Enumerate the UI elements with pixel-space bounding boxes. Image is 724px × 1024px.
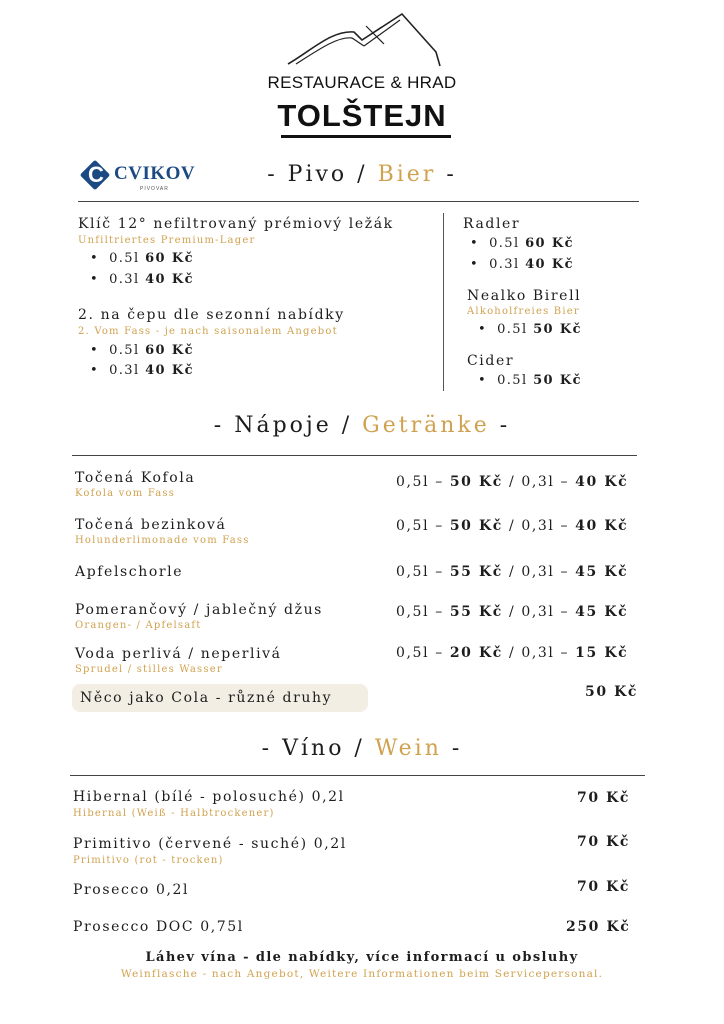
beer-size-row: • 0.5l 50 Kč: [478, 373, 582, 388]
beer-size-row: • 0.5l 50 Kč: [478, 322, 582, 337]
mountain-castle-icon: [282, 10, 446, 68]
drink-price: 0,5l – 20 Kč / 0,3l – 15 Kč: [396, 645, 629, 661]
drink-price: 0,5l – 50 Kč / 0,3l – 40 Kč: [396, 474, 629, 490]
drink-name: Apfelschorle: [75, 564, 184, 580]
wine-sub: Primitivo (rot - trocken): [73, 855, 224, 866]
cvikov-subtitle: PIVOVAR: [140, 186, 169, 192]
drinks-divider: [72, 455, 637, 456]
wine-price: 70 Kč: [577, 790, 631, 806]
beer-item-sub: Unfiltriertes Premium-Lager: [78, 235, 256, 246]
beer-right-name: Nealko Birell: [467, 288, 582, 304]
wine-name: Primitivo (červené - suché) 0,2l: [73, 836, 347, 852]
wine-price: 70 Kč: [577, 834, 631, 850]
cola-name: Něco jako Cola - různé druhy: [80, 690, 333, 706]
wine-price: 70 Kč: [577, 879, 631, 895]
drink-price: 0,5l – 50 Kč / 0,3l – 40 Kč: [396, 518, 629, 534]
beer-size-row: • 0.5l 60 Kč: [90, 251, 194, 266]
cvikov-letter: C: [88, 162, 104, 187]
wine-name: Prosecco DOC 0,75l: [73, 919, 244, 935]
beer-column-divider: [443, 213, 444, 391]
brand-underline: [281, 135, 451, 138]
brand-name: TOLŠTEJN: [277, 98, 447, 133]
beer-size-row: • 0.3l 40 Kč: [470, 257, 574, 272]
wine-name: Hibernal (bílé - polosuché) 0,2l: [73, 789, 345, 805]
beer-size-row: • 0.3l 40 Kč: [90, 272, 194, 287]
wine-divider: [70, 775, 645, 776]
drink-price: 0,5l – 55 Kč / 0,3l – 45 Kč: [396, 604, 629, 620]
drink-name: Voda perlivá / neperlivá: [75, 646, 282, 662]
brand-subtitle: RESTAURACE & HRAD: [267, 73, 457, 92]
drink-name: Točená bezinková: [75, 517, 227, 533]
wine-price: 250 Kč: [566, 919, 631, 935]
beer-size-row: • 0.5l 60 Kč: [470, 236, 574, 251]
beer-right-name: Radler: [463, 216, 521, 232]
wine-sub: Hibernal (Weiß - Halbtrockener): [73, 808, 275, 819]
drink-price: 0,5l – 55 Kč / 0,3l – 45 Kč: [396, 564, 629, 580]
wine-section-title: - Víno / Wein -: [261, 736, 463, 761]
cola-price: 50 Kč: [585, 684, 639, 700]
beer-item-sub: 2. Vom Fass - je nach saisonalem Angebot: [78, 326, 338, 337]
beer-divider: [78, 201, 639, 202]
beer-item-name: Klíč 12° nefiltrovaný prémiový ležák: [78, 216, 394, 232]
drink-name: Pomerančový / jablečný džus: [75, 602, 323, 618]
wine-name: Prosecco 0,2l: [73, 882, 190, 898]
drinks-section-title: - Nápoje / Getränke -: [213, 413, 511, 438]
drink-name: Točená Kofola: [75, 470, 196, 486]
drink-sub: Sprudel / stilles Wasser: [75, 664, 223, 675]
beer-size-row: • 0.3l 40 Kč: [90, 363, 194, 378]
beer-right-sub: Alkoholfreies Bier: [467, 306, 580, 317]
wine-footer-de: Weinflasche - nach Angebot, Weitere Informationen beim Servicepersonal.: [120, 968, 604, 980]
cvikov-wordmark: CVIKOV: [114, 163, 196, 184]
beer-section-title: - Pivo / Bier -: [267, 162, 457, 187]
drink-sub: Kofola vom Fass: [75, 488, 176, 499]
beer-size-row: • 0.5l 60 Kč: [90, 343, 194, 358]
beer-item-name: 2. na čepu dle sezonní nabídky: [78, 307, 345, 323]
drink-sub: Orangen- / Apfelsaft: [75, 620, 202, 631]
beer-right-name: Cider: [467, 353, 515, 369]
drink-sub: Holunderlimonade vom Fass: [75, 535, 250, 546]
wine-footer-cz: Láhev vína - dle nabídky, více informací u obsluhy: [145, 950, 579, 965]
